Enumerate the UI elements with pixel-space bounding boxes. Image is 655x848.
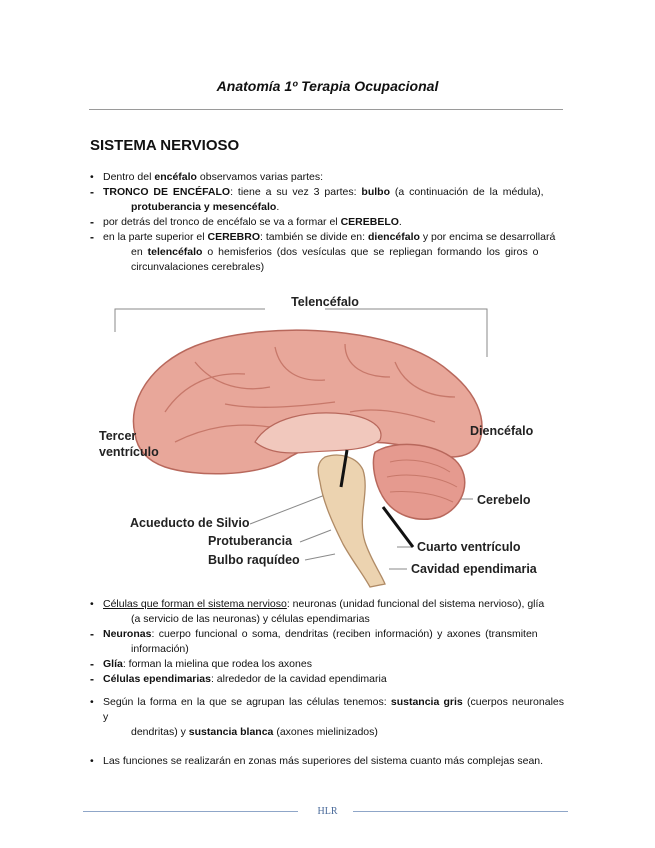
dash-icon: - [90, 230, 94, 244]
label-bulbo: Bulbo raquídeo [208, 553, 300, 567]
dash-icon: - [90, 672, 94, 686]
list-item: - en la parte superior el CEREBRO: también se divide en: diencéfalo y por encima se desarrollará [90, 230, 556, 244]
bullet-icon: • [90, 755, 94, 767]
bullet-icon: • [90, 171, 94, 183]
list-item: - Neuronas: cuerpo funcional o soma, dendritas (reciben información) y axones (transmiten [90, 627, 538, 641]
list-item-continuation: información) [131, 643, 189, 655]
bullet-icon: • [90, 696, 94, 708]
label-acueducto: Acueducto de Silvio [130, 516, 250, 530]
dash-icon: - [90, 627, 94, 641]
bullet-icon: • [90, 598, 94, 610]
list-item: • Según la forma en la que se agrupan las células tenemos: sustancia gris (cuerpos neuronales y [90, 696, 564, 723]
list-item: - Células ependimarias: alrededor de la cavidad ependimaria [90, 672, 387, 686]
dash-icon: - [90, 185, 94, 199]
encefalo-list [90, 170, 564, 275]
label-protuberancia: Protuberancia [208, 534, 293, 548]
label-tercer-ventriculo-1: Tercer [99, 429, 137, 443]
label-tercer-ventriculo-2: ventrículo [99, 445, 159, 459]
label-cavidad: Cavidad ependimaria [411, 562, 537, 576]
list-item-continuation: protuberancia y mesencéfalo. [131, 201, 280, 213]
header-divider [89, 109, 563, 110]
header-title: Anatomía 1º Terapia Ocupacional [216, 78, 439, 94]
label-cerebelo: Cerebelo [477, 493, 531, 507]
list-item-continuation: circunvalaciones cerebrales) [131, 261, 265, 273]
list-item: • Células que forman el sistema nervioso: neuronas (unidad funcional del sistema nervioso), glía [90, 598, 545, 610]
section-title: SISTEMA NERVIOSO [90, 137, 240, 154]
list-item: - Glía: forman la mielina que rodea los axones [90, 657, 312, 671]
list-item: • Dentro del encéfalo observamos varias partes: [90, 171, 324, 183]
list-item-continuation: (a servicio de las neuronas) y células ependimarias [131, 613, 370, 625]
dash-icon: - [90, 657, 94, 671]
label-telencefalo: Telencéfalo [291, 295, 359, 309]
list-item-continuation: en telencéfalo o hemisferios (dos vesículas que se repliegan formando los giros o [131, 246, 539, 258]
label-cuarto-ventriculo: Cuarto ventrículo [417, 540, 521, 554]
label-diencefalo: Diencéfalo [470, 424, 534, 438]
brain-diagram [95, 292, 550, 592]
brain-figure [95, 292, 550, 592]
footer-rule-right [353, 811, 568, 812]
cells-list [90, 597, 564, 769]
list-item-continuation: dendritas) y sustancia blanca (axones mielinizados) [131, 726, 378, 738]
list-item: - TRONCO DE ENCÉFALO: tiene a su vez 3 partes: bulbo (a continuación de la médula), [90, 185, 544, 199]
list-item: • Las funciones se realizarán en zonas más superiores del sistema cuanto más complejas sean. [90, 755, 544, 767]
dash-icon: - [90, 215, 94, 229]
list-item: - por detrás del tronco de encéfalo se va a formar el CEREBELO. [90, 215, 402, 229]
footer-text: HLR [317, 806, 338, 817]
